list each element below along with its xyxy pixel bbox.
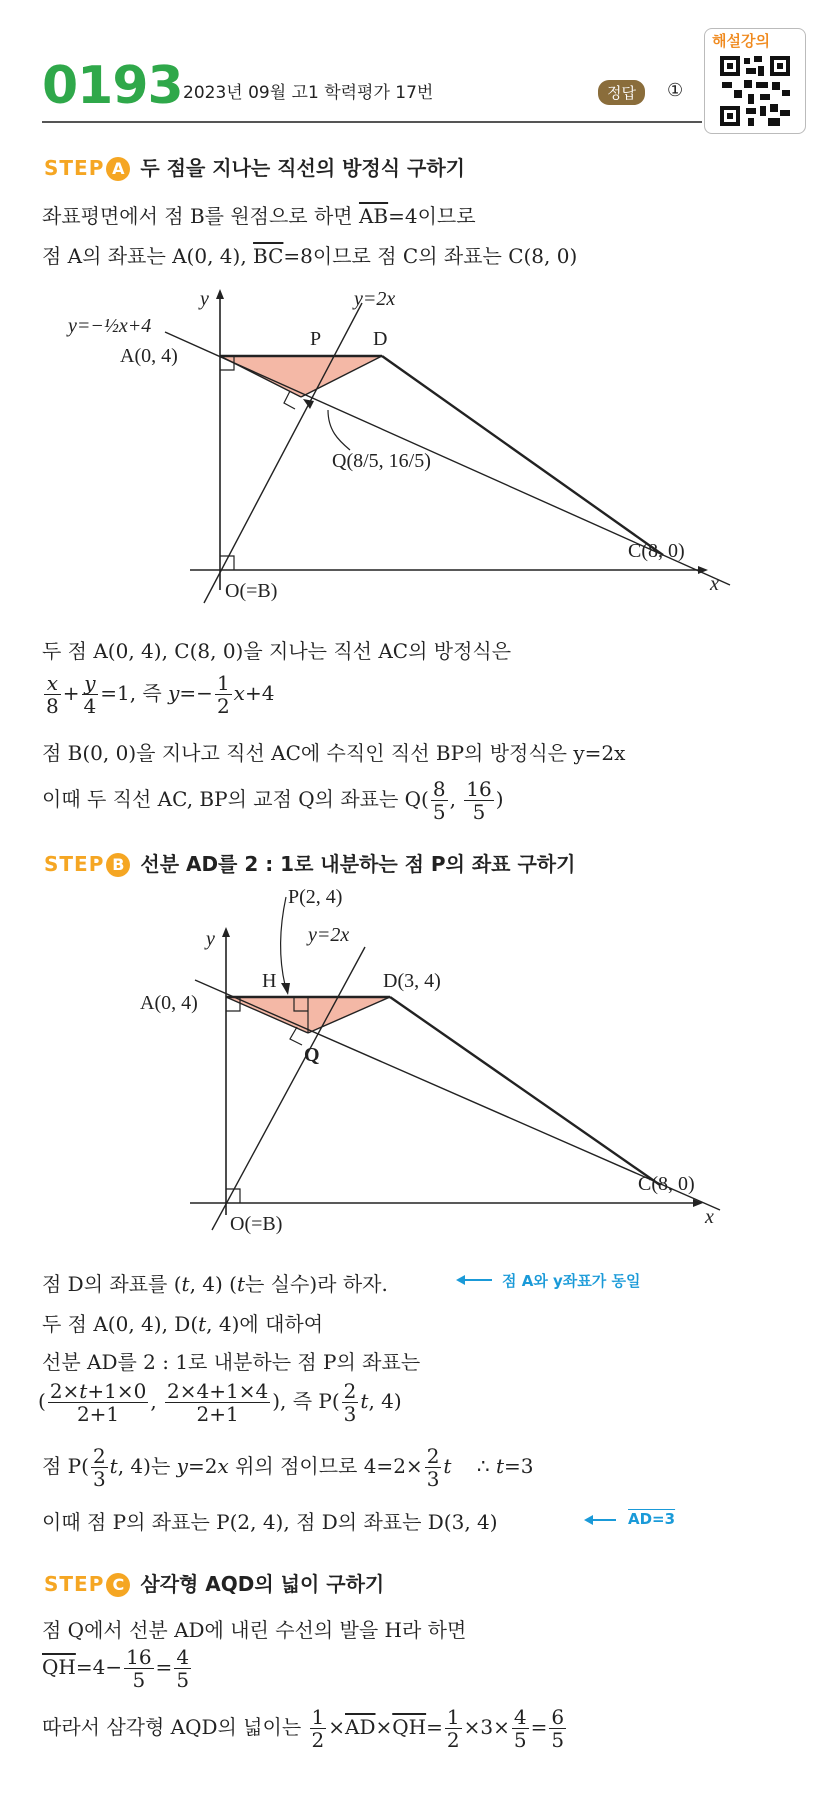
lecture-label[interactable]: 해설강의 bbox=[712, 32, 770, 50]
fig1-label-d: D bbox=[373, 328, 388, 350]
answer-value: ① bbox=[667, 80, 684, 101]
step-a-line-1: 좌표평면에서 점 B를 원점으로 하면 $\overline{AB}=4$이므로 bbox=[42, 204, 476, 228]
step-a-body-line-2: $\frac{x}{8}$ + $\frac{y}{4}$ =1, 즉 y=− $\frac{1}{2}$ x+4 bbox=[46, 671, 275, 718]
step-c-line-1: 점 Q에서 선분 AD에 내린 수선의 발을 H라 하면 bbox=[42, 1618, 467, 1642]
fig1-label-q: Q(8/5, 16/5) bbox=[332, 450, 431, 472]
fig2-label-h: H bbox=[262, 970, 277, 992]
step-c-title: 삼각형 AQD의 넓이 구하기 bbox=[140, 1572, 385, 1596]
step-a-heading bbox=[44, 152, 465, 181]
fig1-y-label: y bbox=[200, 288, 209, 310]
frac-half: $\frac{1}{2}$ bbox=[216, 671, 230, 718]
figure-2 bbox=[120, 885, 740, 1245]
step-a-body-line-4: 이때 두 직선 AC, BP의 교점 Q의 좌표는 Q( $\frac{8}{5}$ , $\frac{16}{5}$ ) bbox=[42, 777, 504, 824]
triangle-aqd-fill bbox=[220, 356, 382, 397]
frac-y-4: $\frac{y}{4}$ bbox=[83, 671, 97, 718]
step-b-line-5: 점 P( $\frac{2}{3}$ t, 4)는 y=2x 위의 점이므로 4=2× $\frac{2}{3}$ t ∴ t=3 bbox=[42, 1444, 534, 1491]
p-pointer-arrow-icon bbox=[281, 983, 290, 995]
fig2-label-c: C(8, 0) bbox=[638, 1173, 695, 1195]
answer-badge: 정답 bbox=[598, 80, 645, 105]
step-b-line-3: 선분 AD를 2 : 1로 내분하는 점 P의 좌표는 bbox=[42, 1350, 421, 1374]
fig1-line-ac-eq: y=−½x+4 bbox=[68, 315, 152, 337]
step-c-tag: STEP bbox=[44, 1572, 105, 1596]
fig2-label-q: Q bbox=[304, 1044, 320, 1066]
step-b-letter: B bbox=[106, 853, 130, 877]
step-a-body-line-3: 점 B(0, 0)을 지나고 직선 AC에 수직인 직선 BP의 방정식은 y=2x bbox=[42, 741, 626, 765]
note-2: AD=3 bbox=[628, 1510, 676, 1528]
fig2-label-a: A(0, 4) bbox=[140, 992, 198, 1014]
p-pointer bbox=[281, 897, 286, 985]
qr-code-icon[interactable] bbox=[718, 54, 792, 128]
fig2-label-d: D(3, 4) bbox=[383, 970, 441, 992]
q-pointer-arrow-icon bbox=[303, 399, 314, 409]
figure-1 bbox=[60, 285, 740, 625]
fig1-x-label: x bbox=[710, 573, 719, 595]
y-axis-arrow-icon bbox=[216, 289, 224, 299]
fig1-label-p: P bbox=[310, 328, 322, 350]
step-a-tag: STEP bbox=[44, 156, 105, 180]
note-1-arrow-icon bbox=[456, 1275, 465, 1285]
step-a-line-2: 점 A의 좌표는 A(0, 4), $\overline{BC}=8$이므로 점 C의 좌표는 C(8, 0) bbox=[42, 244, 578, 268]
step-a-title: 두 점을 지나는 직선의 방정식 구하기 bbox=[140, 156, 465, 180]
fig1-label-a: A(0, 4) bbox=[120, 345, 178, 367]
fig2-line-bp-eq: y=2x bbox=[308, 924, 350, 946]
fig1-label-c: C(8, 0) bbox=[628, 540, 685, 562]
problem-number: 0193 bbox=[42, 56, 183, 116]
step-c-letter: C bbox=[106, 1573, 130, 1597]
step-c-heading bbox=[44, 1568, 384, 1597]
problem-source: 2023년 09월 고1 학력평가 17번 bbox=[183, 83, 434, 103]
y-axis-arrow-icon bbox=[222, 927, 230, 937]
step-b-line-6: 이때 점 P의 좌표는 P(2, 4), 점 D의 좌표는 D(3, 4) bbox=[42, 1510, 498, 1534]
segment-dc bbox=[390, 997, 660, 1185]
fig2-x-label: x bbox=[705, 1206, 714, 1228]
step-a-letter: A bbox=[106, 157, 130, 181]
step-b-title: 선분 AD를 2 : 1로 내분하는 점 P의 좌표 구하기 bbox=[140, 852, 576, 876]
step-a-body-line-1: 두 점 A(0, 4), C(8, 0)을 지나는 직선 AC의 방정식은 bbox=[42, 639, 512, 663]
fig2-label-p: P(2, 4) bbox=[288, 886, 343, 908]
fig2-y-label: y bbox=[206, 928, 215, 950]
note-1: 점 A와 y좌표가 동일 bbox=[502, 1272, 641, 1290]
note-2-arrow-icon bbox=[584, 1515, 593, 1525]
q-pointer bbox=[328, 410, 350, 450]
step-b-line-2: 두 점 A(0, 4), D(t, 4)에 대하여 bbox=[42, 1312, 324, 1336]
header-divider bbox=[42, 121, 702, 123]
step-b-line-4: ( $\frac{2\times t+1\times 0}{2+1}$ , $\frac{2\times 4+1\times 4}{2+1}$ ), 즉 P( $\frac{2}{3}$ t, 4) bbox=[38, 1379, 402, 1426]
step-b-line-1: 점 D의 좌표를 (t, 4) (t는 실수)라 하자. bbox=[42, 1272, 388, 1296]
fig1-label-o: O(=B) bbox=[225, 580, 278, 602]
step-c-line-3: 따라서 삼각형 AQD의 넓이는 $\frac{1}{2}$ $\times\overline{AD}\times\overline{QH}=$ $\frac{1}{2}$ ×3× $\frac{4}{5}$ = $\frac{6}{5}$ bbox=[42, 1705, 565, 1752]
fig1-line-bp-eq: y=2x bbox=[354, 288, 396, 310]
frac-x-8: $\frac{x}{8}$ bbox=[46, 671, 59, 718]
step-b-heading bbox=[44, 848, 575, 877]
step-c-line-2: $\overline{QH}=4-$ $\frac{16}{5}$ = $\frac{4}{5}$ bbox=[42, 1645, 190, 1692]
step-b-tag: STEP bbox=[44, 852, 105, 876]
fig2-label-o: O(=B) bbox=[230, 1213, 283, 1235]
